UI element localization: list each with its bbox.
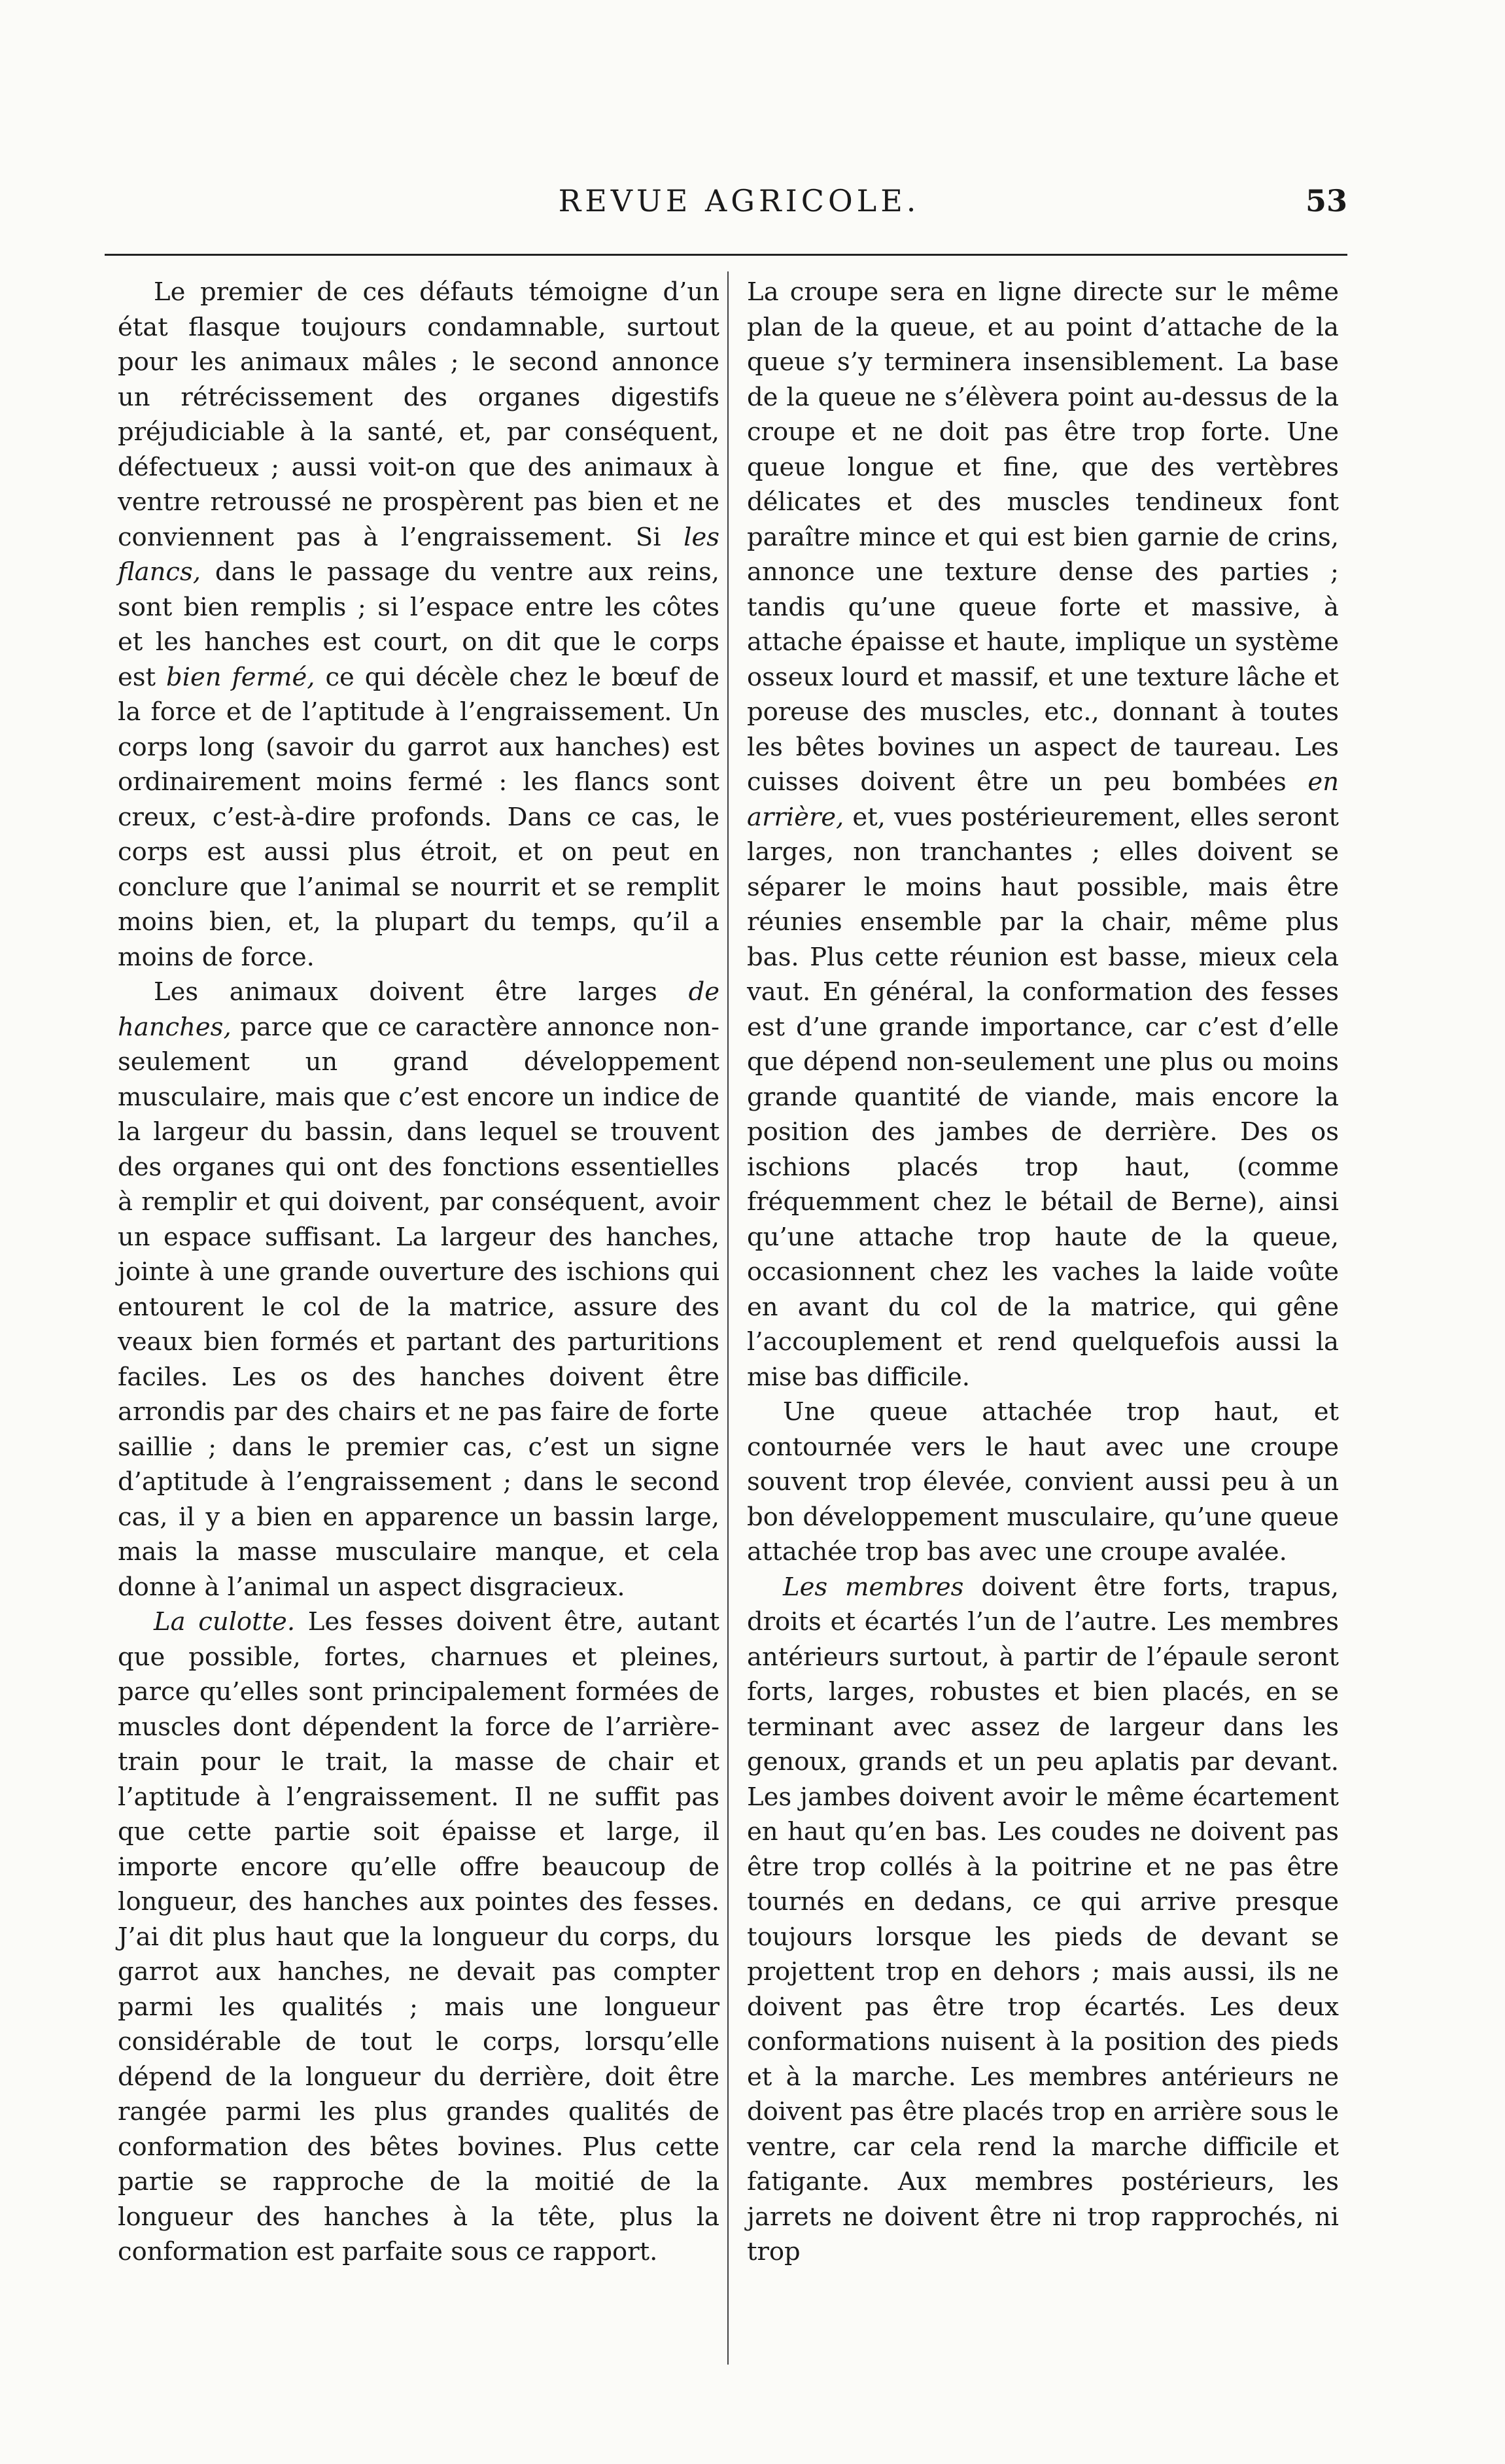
paragraph: La croupe sera en ligne directe sur le même plan de la queue, et au point d’attache de la queue s’y terminera insensiblement. La base de la queue ne s’élèvera point au-dessus de la croupe et ne doit pas être trop forte. Une queue longue et fine, que des vertèbres délicates et des muscles tendineux font paraître mince et qui est bien garnie de crins, annonce une texture dense des parties ; tandis qu’une queue forte et massive, à attache épaisse et haute, implique un système osseux lourd et massif, et une texture lâche et poreuse des muscles, etc., donnant à toutes les bêtes bovines un aspect de taureau. Les cuisses doivent être un peu bombées en arrière, et, vues postérieurement, elles seront larges, non tranchantes ; elles doivent se séparer le moins haut possible, mais être réunies ensemble par la chair, même plus bas. Plus cette réunion est basse, mieux cela vaut. En général, la conformation des fesses est d’une grande importance, car c’est d’elle que dépend non-seulement une plus ou moins grande quantité de viande, mais encore la position des jambes de derrière. Des os ischions placés trop haut, (comme fréquemment chez le bétail de Berne), ainsi qu’une attache trop haute de la queue, occasionnent chez les vaches la laide voûte en avant du col de la matrice, qui gêne l’accouplement et rend quelquefois aussi la mise bas difficile. bbox=[747, 277, 1339, 1392]
running-title: REVUE AGRICOLE. bbox=[558, 183, 920, 218]
page-header bbox=[131, 183, 1347, 229]
column-divider bbox=[727, 271, 729, 2365]
header-rule bbox=[105, 254, 1347, 256]
paragraph: Les membres doivent être forts, trapus, droits et écartés l’un de l’autre. Les membres antérieurs surtout, à partir de l’épaule seront forts, larges, robustes et bien placés, en se terminant avec assez de largeur dans les genoux, grands et un peu aplatis par devant. Les jambes doivent avoir le même écartement en haut qu’en bas. Les coudes ne doivent pas être trop collés à la poitrine et ne pas être tournés en dedans, ce qui arrive presque toujours lorsque les pieds de devant se projettent trop en dehors ; mais aussi, ils ne doivent pas être trop écartés. Les deux conformations nuisent à la position des pieds et à la marche. Les membres antérieurs ne doivent pas être placés trop en arrière sous le ventre, car cela rend la marche difficile et fatigante. Aux membres postérieurs, les jarrets ne doivent être ni trop rapprochés, ni trop bbox=[747, 1572, 1339, 2266]
left-column bbox=[118, 275, 719, 2270]
paragraph: Le premier de ces défauts témoigne d’un état flasque toujours condamnable, surtout pour les animaux mâles ; le second annonce un rétrécissement des organes digestifs préjudiciable à la santé, et, par conséquent, défectueux ; aussi voit-on que des animaux à ventre retroussé ne prospèrent pas bien et ne conviennent pas à l’engraissement. Si les flancs, dans le passage du ventre aux reins, sont bien remplis ; si l’espace entre les côtes et les hanches est court, on dit que le corps est bien fermé, ce qui décèle chez le bœuf de la force et de l’aptitude à l’engraissement. Un corps long (savoir du garrot aux hanches) est ordinairement moins fermé : les flancs sont creux, c’est-à-dire profonds. Dans ce cas, le corps est aussi plus étroit, et on peut en conclure que l’animal se nourrit et se remplit moins bien, et, la plupart du temps, qu’il a moins de force. bbox=[118, 277, 719, 972]
page-number: 53 bbox=[1305, 183, 1347, 218]
paragraph: Une queue attachée trop haut, et contournée vers le haut avec une croupe souvent trop élevée, convient aussi peu à un bon développement musculaire, qu’une queue attachée trop bas avec une croupe avalée. bbox=[747, 1397, 1339, 1567]
paragraph: La culotte. Les fesses doivent être, autant que possible, fortes, charnues et pleines, parce qu’elles sont principalement formées de muscles dont dépendent la force de l’arrière-train pour le trait, la masse de chair et l’aptitude à l’engraissement. Il ne suffit pas que cette partie soit épaisse et large, il importe encore qu’elle offre beaucoup de longueur, des hanches aux pointes des fesses. J’ai dit plus haut que la longueur du corps, du garrot aux hanches, ne devait pas compter parmi les qualités ; mais une longueur considérable de tout le corps, lorsqu’elle dépend de la longueur du derrière, doit être rangée parmi les plus grandes qualités de conformation des bêtes bovines. Plus cette partie se rapproche de la moitié de la longueur des hanches à la tête, plus la conformation est parfaite sous ce rapport. bbox=[118, 1607, 720, 2266]
right-column bbox=[747, 275, 1339, 2270]
paragraph: Les animaux doivent être larges de hanches, parce que ce caractère annonce non-seulement un grand développement musculaire, mais que c’est encore un indice de la largeur du bassin, dans lequel se trouvent des organes qui ont des fonctions essentielles à remplir et qui doivent, par conséquent, avoir un espace suffisant. La largeur des hanches, jointe à une grande ouverture des ischions qui entourent le col de la matrice, assure des veaux bien formés et partant des parturitions faciles. Les os des hanches doivent être arrondis par des chairs et ne pas faire de forte saillie ; dans le premier cas, c’est un signe d’aptitude à l’engraissement ; dans le second cas, il y a bien en apparence un bassin large, mais la masse musculaire manque, et cela donne à l’animal un aspect disgracieux. bbox=[118, 977, 719, 1602]
